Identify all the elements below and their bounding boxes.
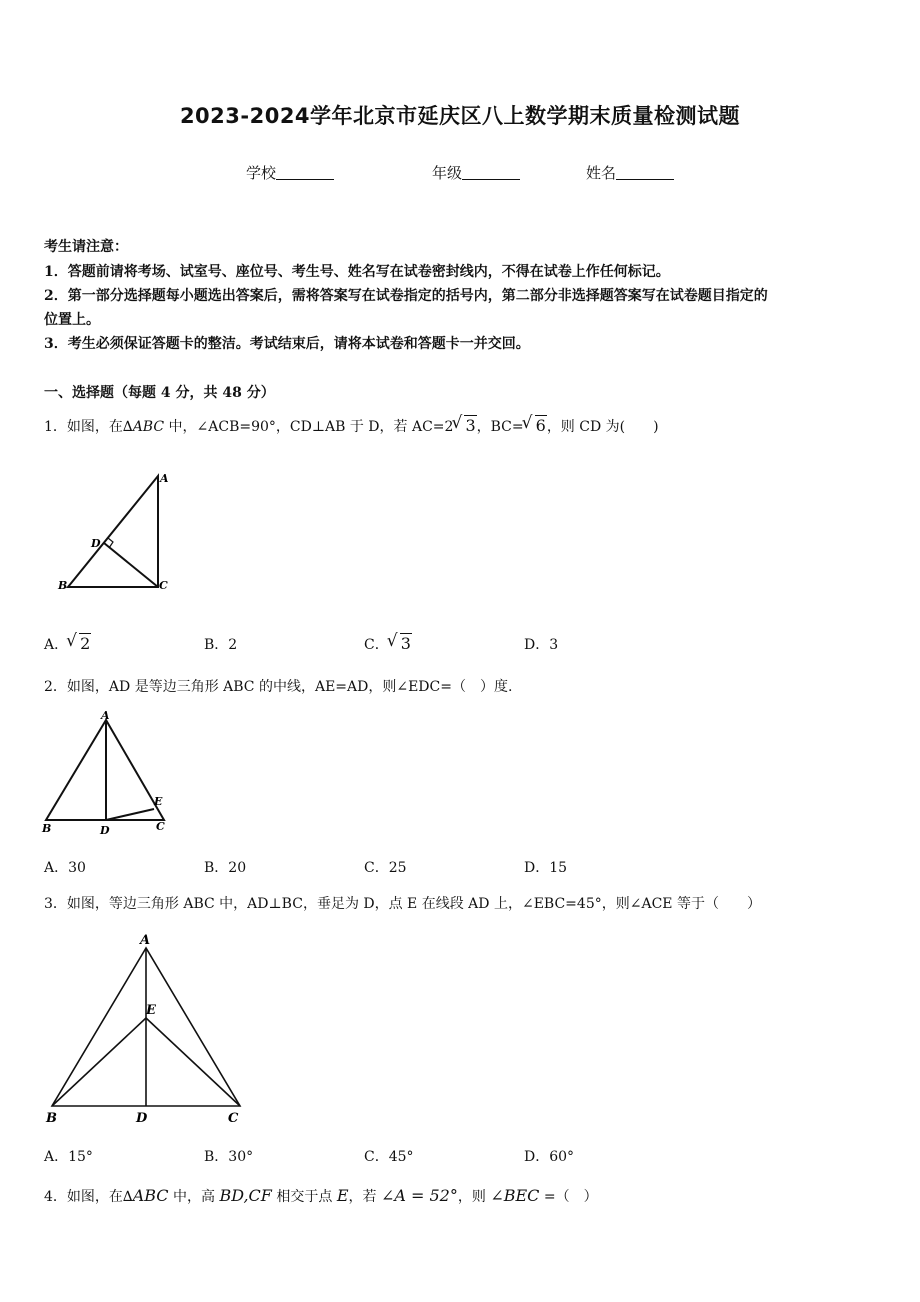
question-1-text: 1．如图，在∆ABC 中，∠ACB=90°，CD⊥AB 于 D，若 AC=2√ 3，BC=√ 6，则 CD 为( ) <box>44 416 659 436</box>
q3-option-d[interactable]: D．60° <box>524 1149 575 1165</box>
notice-line-2: 2．第一部分选择题每小题选出答案后，需将答案写在试卷指定的括号内，第二部分非选择题答案写在试卷题目指定的 <box>44 288 768 304</box>
q1-option-d[interactable]: D．3 <box>524 637 559 653</box>
q2-label-a: A <box>101 709 110 722</box>
q2-option-d[interactable]: D．15 <box>524 860 568 876</box>
q1-label-d: D <box>91 537 101 550</box>
q3-label-a: A <box>140 933 151 948</box>
grade-blank[interactable] <box>462 165 520 180</box>
q1-option-c[interactable]: C．√ 3 <box>364 634 412 654</box>
name-field[interactable] <box>586 162 674 183</box>
name-blank[interactable] <box>616 165 674 180</box>
name-label: 姓名 <box>586 164 617 182</box>
question-4-text: 4．如图，在∆ABC 中，高 BD,CF 相交于点 E，若 ∠A = 52°，则 ∠BEC =（ ） <box>44 1186 598 1205</box>
notice-heading: 考生请注意： <box>44 239 128 255</box>
notice-line-3: 3．考生必须保证答题卡的整洁。考试结束后，请将本试卷和答题卡一并交回。 <box>44 336 530 352</box>
sqrt-6: √ 6 <box>524 416 547 435</box>
question-1-figure <box>56 468 176 598</box>
q2-label-b: B <box>42 822 52 835</box>
notice-line-2-cont: 位置上。 <box>44 312 100 328</box>
q2-label-c: C <box>156 820 165 833</box>
section-heading: 一、选择题（每题 4 分，共 48 分） <box>44 385 275 401</box>
q3-label-b: B <box>46 1111 57 1126</box>
school-field[interactable] <box>246 162 334 183</box>
q2-label-d: D <box>100 824 110 837</box>
grade-label: 年级 <box>432 164 463 182</box>
q2-option-c[interactable]: C．25 <box>364 860 407 876</box>
question-2-figure <box>40 708 175 838</box>
q2-label-e: E <box>154 795 163 808</box>
page-title: 2023-2024学年北京市延庆区八上数学期末质量检测试题 <box>179 104 741 128</box>
q3-label-d: D <box>136 1111 148 1126</box>
q2-option-a[interactable]: A．30 <box>44 860 86 876</box>
q1-option-b[interactable]: B．2 <box>204 637 238 653</box>
q3-option-a[interactable]: A．15° <box>44 1149 93 1165</box>
school-blank[interactable] <box>276 165 334 180</box>
question-3-figure <box>40 928 250 1128</box>
q3-option-b[interactable]: B．30° <box>204 1149 254 1165</box>
q2-option-b[interactable]: B．20 <box>204 860 247 876</box>
q3-label-c: C <box>228 1111 239 1126</box>
sqrt-3: √ 3 <box>453 416 476 435</box>
q3-option-c[interactable]: C．45° <box>364 1149 414 1165</box>
q1-label-a: A <box>160 472 169 485</box>
school-label: 学校 <box>246 164 277 182</box>
grade-field[interactable] <box>432 162 520 183</box>
q1-label-c: C <box>159 579 168 592</box>
q1-option-a[interactable]: A．√ 2 <box>44 634 91 654</box>
question-2-text: 2．如图，AD 是等边三角形 ABC 的中线，AE=AD，则∠EDC=（ ）度. <box>44 679 513 695</box>
question-3-text: 3．如图，等边三角形 ABC 中，AD⊥BC，垂足为 D，点 E 在线段 AD 上，∠EBC=45°，则∠ACE 等于（ ） <box>44 896 761 912</box>
notice-line-1: 1．答题前请将考场、试室号、座位号、考生号、姓名写在试卷密封线内，不得在试卷上作任何标记。 <box>44 264 670 280</box>
q1-label-b: B <box>58 579 68 592</box>
q3-label-e: E <box>146 1003 156 1018</box>
